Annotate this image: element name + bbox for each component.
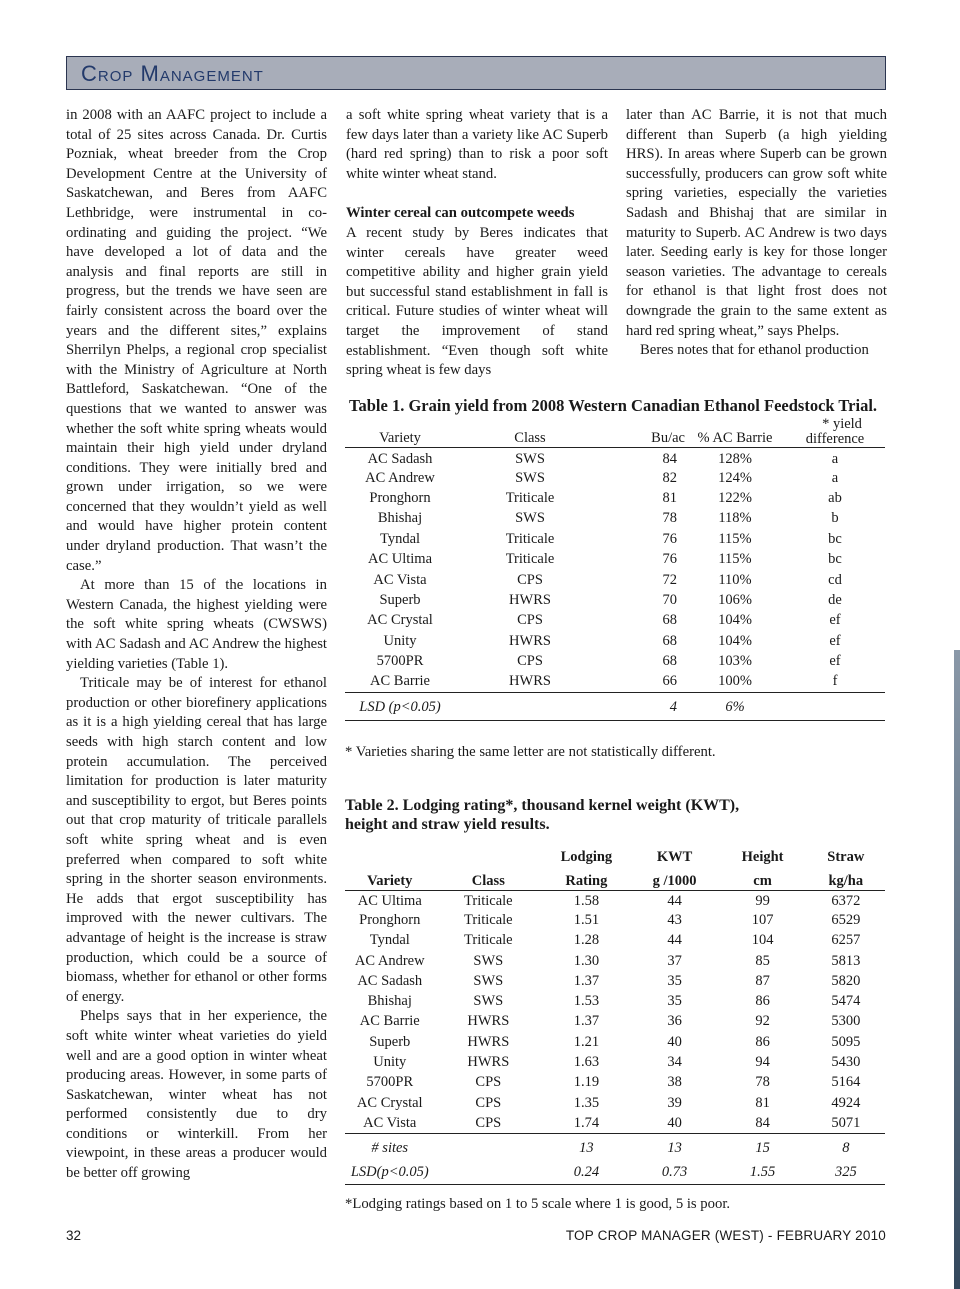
table-cell: 5095 — [831, 1033, 861, 1050]
article-column-3 — [626, 106, 887, 361]
table-cell: HWRS — [509, 632, 551, 649]
table-cell: HWRS — [467, 1033, 510, 1050]
table-cell: 5700PR — [376, 653, 424, 670]
table-cell: AC Sadash — [367, 451, 433, 467]
table-cell — [455, 692, 605, 720]
table-cell: 5474 — [831, 993, 861, 1010]
column-header: Lodging — [560, 849, 613, 865]
table-cell: HWRS — [509, 673, 551, 690]
table-cell: 1.21 — [573, 1033, 600, 1050]
table-cell: AC Barrie — [370, 673, 430, 690]
lodging-table — [345, 846, 885, 1185]
table-cell: HWRS — [467, 1054, 510, 1071]
table-cell: 15 — [755, 1139, 770, 1156]
table-cell: 1.53 — [573, 993, 600, 1010]
table-cell: 76 — [662, 551, 677, 568]
table-cell: ef — [829, 612, 841, 629]
table-row — [345, 631, 885, 651]
article-column-2 — [346, 106, 608, 381]
table-cell: 5430 — [831, 1054, 861, 1071]
table-cell: AC Andrew — [365, 469, 435, 486]
table-cell: Superb — [379, 592, 421, 609]
table-cell: 68 — [662, 632, 677, 649]
table-cell: 0.73 — [661, 1163, 688, 1180]
table-cell: a — [831, 469, 839, 486]
table-cell: 0.24 — [573, 1163, 600, 1180]
table-cell: 1.19 — [573, 1074, 600, 1091]
table-row — [345, 488, 885, 508]
table-cell: 8 — [842, 1139, 850, 1156]
table-cell: Triticale — [505, 551, 555, 568]
table-cell: Triticale — [464, 892, 513, 909]
paragraph: Phelps says that in her experience, the soft white winter wheat varieties do yield well and are a good option in winter wheat producing areas. However, in some parts of Saskatchewan, winter wheat has not performed consistently due to dry conditions or winterkill. From her viewpoint, in these areas a producer would be better off growing — [66, 1008, 327, 1182]
table-cell: 4924 — [831, 1094, 861, 1111]
table-cell: 44 — [667, 932, 682, 949]
table-cell: 5071 — [831, 1114, 861, 1131]
table-cell: 5813 — [831, 952, 861, 969]
table-cell: AC Andrew — [354, 952, 425, 969]
column-header: g /1000 — [652, 872, 697, 889]
table-cell: 66 — [662, 673, 677, 690]
table-cell: 35 — [667, 993, 682, 1010]
table-cell: bc — [828, 530, 842, 547]
table-cell: 6257 — [831, 932, 861, 949]
table-cell: Unity — [383, 632, 417, 649]
table-row — [345, 570, 885, 590]
table-cell: 44 — [667, 892, 682, 909]
page-number: 32 — [66, 1228, 82, 1243]
column-header: Rating — [565, 872, 608, 889]
table-row — [345, 652, 885, 672]
table-cell: 118% — [718, 510, 752, 527]
table-cell: 36 — [667, 1013, 682, 1030]
table-cell: 84 — [662, 451, 677, 467]
column-header — [785, 417, 885, 448]
table-cell: ef — [829, 653, 841, 670]
table-cell: 92 — [755, 1013, 770, 1030]
table-cell: AC Barrie — [359, 1013, 420, 1030]
table-cell: SWS — [473, 993, 504, 1010]
page-edge-shadow — [954, 650, 960, 1289]
sites-row — [345, 1134, 885, 1161]
table-cell: 6372 — [831, 892, 861, 909]
table-cell: 72 — [662, 571, 677, 588]
table-cell: Triticale — [464, 911, 513, 928]
table-cell: 34 — [667, 1054, 682, 1071]
table-cell: 110% — [718, 571, 752, 588]
table-cell: de — [828, 592, 842, 609]
table-cell — [435, 1134, 543, 1161]
table-cell: 6529 — [831, 911, 861, 928]
table-cell: 1.30 — [573, 952, 600, 969]
column-header: Class — [514, 430, 546, 446]
table-cell: 78 — [755, 1074, 770, 1091]
table-row — [345, 1093, 885, 1113]
grain-yield-table — [345, 417, 885, 721]
subheading: Winter cereal can outcompete weeds — [346, 205, 575, 222]
table-cell: ef — [829, 632, 841, 649]
table-cell: SWS — [473, 972, 504, 989]
table-row — [345, 1073, 885, 1093]
article-column-1 — [66, 106, 327, 1184]
table-cell: CPS — [475, 1114, 502, 1131]
table-cell: Tyndal — [379, 530, 421, 547]
table-cell: HWRS — [509, 592, 551, 609]
table-cell: 70 — [662, 592, 677, 609]
table-cell: SWS — [515, 510, 545, 527]
table-cell: CPS — [517, 653, 543, 670]
table-cell: 94 — [755, 1054, 770, 1071]
table-cell: 40 — [667, 1033, 682, 1050]
table-cell: AC Crystal — [367, 612, 433, 629]
table-row — [345, 931, 885, 951]
table-cell: LSD (p<0.05) — [359, 699, 441, 716]
table-cell: 38 — [667, 1074, 682, 1091]
table-cell: 86 — [755, 993, 770, 1010]
table-cell: SWS — [515, 469, 545, 486]
column-header — [435, 846, 543, 866]
table-cell: AC Crystal — [356, 1094, 423, 1111]
column-header — [345, 846, 435, 866]
column-header-line: * yield — [822, 416, 862, 432]
table-cell: Bhishaj — [367, 993, 412, 1010]
table-cell: 84 — [755, 1114, 770, 1131]
table-cell: 43 — [667, 911, 682, 928]
table-cell: LSD(p<0.05) — [350, 1163, 429, 1180]
table-row — [345, 611, 885, 631]
table-2 — [345, 796, 887, 1185]
table-1 — [345, 396, 887, 721]
table-cell: 81 — [755, 1094, 770, 1111]
table-cell: 325 — [834, 1163, 857, 1180]
table-cell: 1.51 — [573, 911, 600, 928]
table-cell: 85 — [755, 952, 770, 969]
column-header: cm — [753, 872, 772, 889]
column-header: KWT — [656, 849, 693, 865]
column-header: Variety — [367, 872, 413, 889]
table-row — [345, 1052, 885, 1072]
table-cell: HWRS — [467, 1013, 510, 1030]
table-cell: AC Ultima — [367, 551, 433, 568]
table-cell: Triticale — [505, 530, 555, 547]
table-cell: 99 — [755, 892, 770, 909]
paragraph: a soft white spring wheat variety that is a few days later than a variety like AC Superb (hard red spring) than to risk a poor soft white winter wheat stand. — [346, 107, 608, 182]
table-cell: Unity — [373, 1054, 407, 1071]
publication-footer: TOP CROP MANAGER (WEST) - FEBRUARY 2010 — [565, 1228, 886, 1243]
column-header: Bu/ac — [651, 430, 685, 446]
table-cell: 115% — [718, 551, 752, 568]
paragraph: At more than 15 of the locations in Western Canada, the highest yielding were the soft white spring wheats (CWSWS) with AC Sadash and AC Andrew the highest yielding varieties (Table 1). — [66, 577, 327, 672]
table-cell: 5300 — [831, 1013, 861, 1030]
table-cell: CPS — [475, 1074, 502, 1091]
table-cell: 104 — [751, 932, 774, 949]
table-cell: 68 — [662, 653, 677, 670]
paragraph: later than AC Barrie, it is not that much different than Superb (a high yielding HRS). In areas where Superb can be grown successfully, producers can grow soft white spring varieties, especially the varieties Sadash and Bhishaj that are similar in maturity to Superb. AC Andrew is two days later. Seeding early is key for those longer season varieties. The advantage to cereals for ethanol is that light frost does not downgrade the grain to the same extent as hard red spring wheat,” says Phelps. — [626, 107, 887, 339]
table-cell: 5700PR — [366, 1074, 414, 1091]
table-cell: 35 — [667, 972, 682, 989]
table-cell: 1.37 — [573, 1013, 600, 1030]
table-row — [345, 672, 885, 692]
lsd-row — [345, 692, 885, 720]
table-cell: 1.37 — [573, 972, 600, 989]
table-row — [345, 448, 885, 469]
table-cell: Superb — [369, 1033, 411, 1050]
table-cell: a — [831, 451, 839, 467]
table-cell: CPS — [517, 612, 543, 629]
table-row — [345, 550, 885, 570]
table-cell: CPS — [517, 571, 543, 588]
paragraph: Triticale may be of interest for ethanol production or other biorefinery applications as it is a high yielding cereal that has large seeds with high starch content and low protein accumulation. The perceived limitation for production is later maturity and susceptibility to ergot, but Beres points out that crop maturity of triticale parallels soft white spring wheat and is even preferred when compared to soft white spring in the shorter season environments. He adds that ergot susceptibility has improved with the newer cultivars. The advantage of height is the increase is straw production, which could be a source of biomass, whether for ethanol or other forms of energy. — [66, 675, 327, 1005]
column-header-line: difference — [805, 431, 865, 447]
table-cell: f — [832, 673, 838, 690]
table-cell: Tyndal — [369, 932, 410, 949]
table-cell: 13 — [667, 1139, 682, 1156]
table-cell — [435, 1160, 543, 1185]
table-caption: Table 2. Lodging rating*, thousand kernel weight (KWT), height and straw yield results. — [345, 797, 740, 833]
table-1-footnote: * Varieties sharing the same letter are not statistically different. — [345, 744, 716, 760]
section-header-bar — [66, 56, 886, 90]
table-cell: Bhishaj — [377, 510, 423, 527]
table-cell: 1.58 — [573, 892, 600, 909]
table-caption: Table 1. Grain yield from 2008 Western Canadian Ethanol Feedstock Trial. — [349, 396, 878, 415]
table-cell: 4 — [669, 699, 677, 716]
table-cell: 5820 — [831, 972, 861, 989]
table-row — [345, 991, 885, 1011]
table-row — [345, 890, 885, 910]
column-header: Variety — [379, 430, 421, 446]
table-cell: SWS — [515, 451, 545, 467]
column-header: Class — [471, 872, 505, 889]
table-cell: cd — [828, 571, 842, 588]
table-cell: 68 — [662, 612, 677, 629]
table-cell: 81 — [662, 490, 677, 507]
section-title: Crop Management — [81, 61, 264, 86]
table-cell: 1.74 — [573, 1114, 600, 1131]
table-cell: 6% — [725, 699, 745, 716]
table-cell: 1.28 — [573, 932, 600, 949]
table-cell: 1.63 — [573, 1054, 600, 1071]
table-row — [345, 971, 885, 991]
table-cell: 128% — [718, 451, 752, 467]
table-row — [345, 1012, 885, 1032]
table-cell: 104% — [718, 612, 752, 629]
table-cell: 76 — [662, 530, 677, 547]
table-cell: 115% — [718, 530, 752, 547]
table-row — [345, 509, 885, 529]
table-row — [345, 590, 885, 610]
lsd-row — [345, 1160, 885, 1185]
table-cell: # sites — [371, 1139, 409, 1156]
paragraph: A recent study by Beres indicates that winter cereals have greater weed competitive ability and higher grain yield but successful stand establishment in fall is critical. Future studies of winter wheat will target the improvement of stand establishment. “Even though soft white spring wheat is few days — [346, 224, 608, 379]
paragraph: in 2008 with an AAFC project to include a total of 25 sites across Canada. Dr. Curtis Pozniak, wheat breeder from the Crop Development Centre at the University of Saskatchewan, and Beres from AAFC Lethbridge, were instrumental in co-ordinating and guiding the project. “We have developed a lot of data and the analysis and final reports are still in progress, but the trends we have seen are fairly consistent across the board over the years and the different sites,” explains Sherrilyn Phelps, a regional crop specialist with the Ministry of Agriculture at North Battleford, Saskatchewan. “One of the questions that we wanted to answer was whether the soft white spring wheats would maintain their high yield under dryland conditions. They were initially bred and grown under irrigation, so we were concerned that they wouldn’t yield as well and would have higher protein content under dryland production. That wasn’t the case.” — [66, 107, 327, 574]
table-cell: 78 — [662, 510, 677, 527]
table-cell: 87 — [755, 972, 770, 989]
table-cell: 124% — [718, 469, 752, 486]
table-row — [345, 1032, 885, 1052]
table-cell: 82 — [662, 469, 677, 486]
table-row — [345, 951, 885, 971]
table-cell: Pronghorn — [359, 911, 421, 928]
table-cell: 103% — [718, 653, 752, 670]
table-cell: 100% — [718, 673, 752, 690]
table-cell: 40 — [667, 1114, 682, 1131]
table-cell: 104% — [718, 632, 752, 649]
table-cell: Triticale — [505, 490, 555, 507]
table-row — [345, 1113, 885, 1133]
column-header: % AC Barrie — [697, 430, 773, 446]
column-header: Height — [741, 849, 784, 865]
column-header: kg/ha — [828, 872, 864, 889]
table-cell: Pronghorn — [369, 490, 431, 507]
table-2-footnote: *Lodging ratings based on 1 to 5 scale where 1 is good, 5 is poor. — [345, 1196, 731, 1212]
table-cell: 86 — [755, 1033, 770, 1050]
table-cell: 107 — [751, 911, 774, 928]
table-cell: 1.35 — [573, 1094, 600, 1111]
table-cell: bc — [828, 551, 842, 568]
table-cell: 106% — [718, 592, 752, 609]
table-cell: AC Ultima — [357, 892, 422, 909]
table-cell: AC Sadash — [357, 972, 423, 989]
table-cell: SWS — [473, 952, 504, 969]
table-cell: Triticale — [464, 932, 513, 949]
table-row — [345, 468, 885, 488]
table-cell: 37 — [667, 952, 682, 969]
table-cell: 1.55 — [749, 1163, 776, 1180]
paragraph: Beres notes that for ethanol production — [640, 342, 869, 359]
table-cell: 13 — [579, 1139, 594, 1156]
table-cell: 39 — [667, 1094, 682, 1111]
table-cell: b — [831, 510, 839, 527]
table-cell — [785, 692, 885, 720]
table-cell: AC Vista — [373, 571, 427, 588]
table-cell: 122% — [718, 490, 752, 507]
table-cell: ab — [828, 490, 842, 507]
table-row — [345, 529, 885, 549]
table-cell: CPS — [475, 1094, 502, 1111]
column-header: Straw — [827, 849, 865, 865]
table-row — [345, 910, 885, 930]
table-cell: AC Vista — [363, 1114, 417, 1131]
table-cell: 5164 — [831, 1074, 861, 1091]
